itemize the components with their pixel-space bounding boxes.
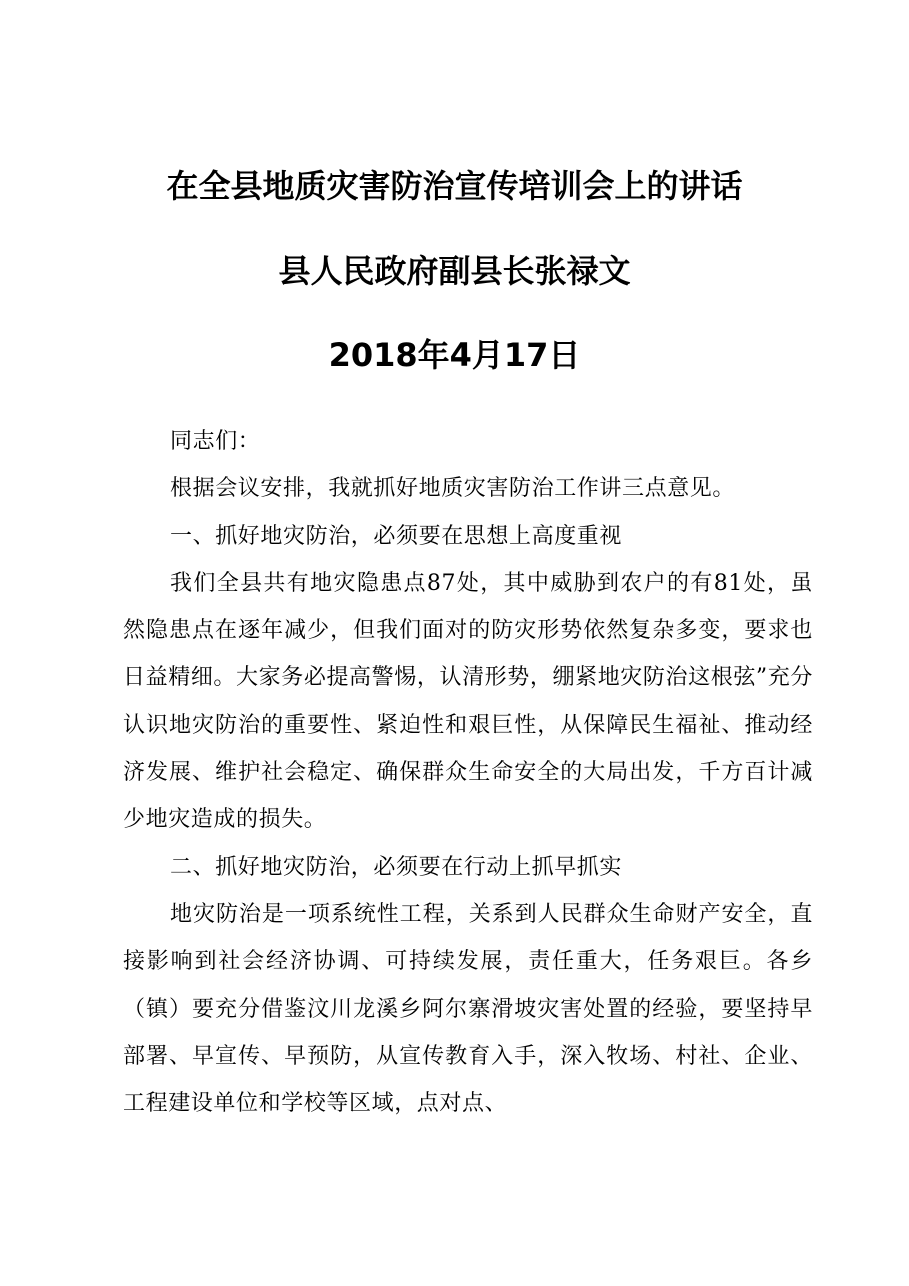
body-paragraph: 根据会议安排，我就抓好地质灾害防治工作讲三点意见。 xyxy=(170,476,736,502)
document-title: 在全县地质灾害防治宣传培训会上的讲话 xyxy=(166,167,743,205)
salutation: 同志们： xyxy=(170,429,261,454)
body-paragraph: 我们全县共有地灾隐患点87处，其中威胁到农户的有81处，虽然隐患点在逐年减少，但我们面对的防灾形势依然复杂多变，要求也日益精细。大家务必提高警惕，认清形势，绷紧地灾防治这根弦”充分认识地灾防治的重要性、紧迫性和艰巨性，从保障民生福祉、推动经济发展、维护社会稳定、确保群众生命安全的大局出发，千方百计减少地灾造成的损失。 xyxy=(123,570,813,833)
section-heading: 二、抓好地灾防治，必须要在行动上抓早抓实 xyxy=(170,854,623,880)
section-heading: 一、抓好地灾防治，必须要在思想上高度重视 xyxy=(170,523,623,549)
date-line: 2018年4月17日 xyxy=(328,336,581,374)
body-paragraph: 地灾防治是一项系统性工程，关系到人民群众生命财产安全，直接影响到社会经济协调、可持续发展，责任重大，任务艰巨。各乡（镇）要充分借鉴汶川龙溪乡阿尔寨滑坡灾害处置的经验，要坚持早部署、早宣传、早预防，从宣传教育入手，深入牧场、村社、企业、工程建设单位和学校等区域，点对点、 xyxy=(123,901,813,1117)
speaker-line: 县人民政府副县长张禄文 xyxy=(278,252,631,290)
document-body xyxy=(123,418,813,1127)
